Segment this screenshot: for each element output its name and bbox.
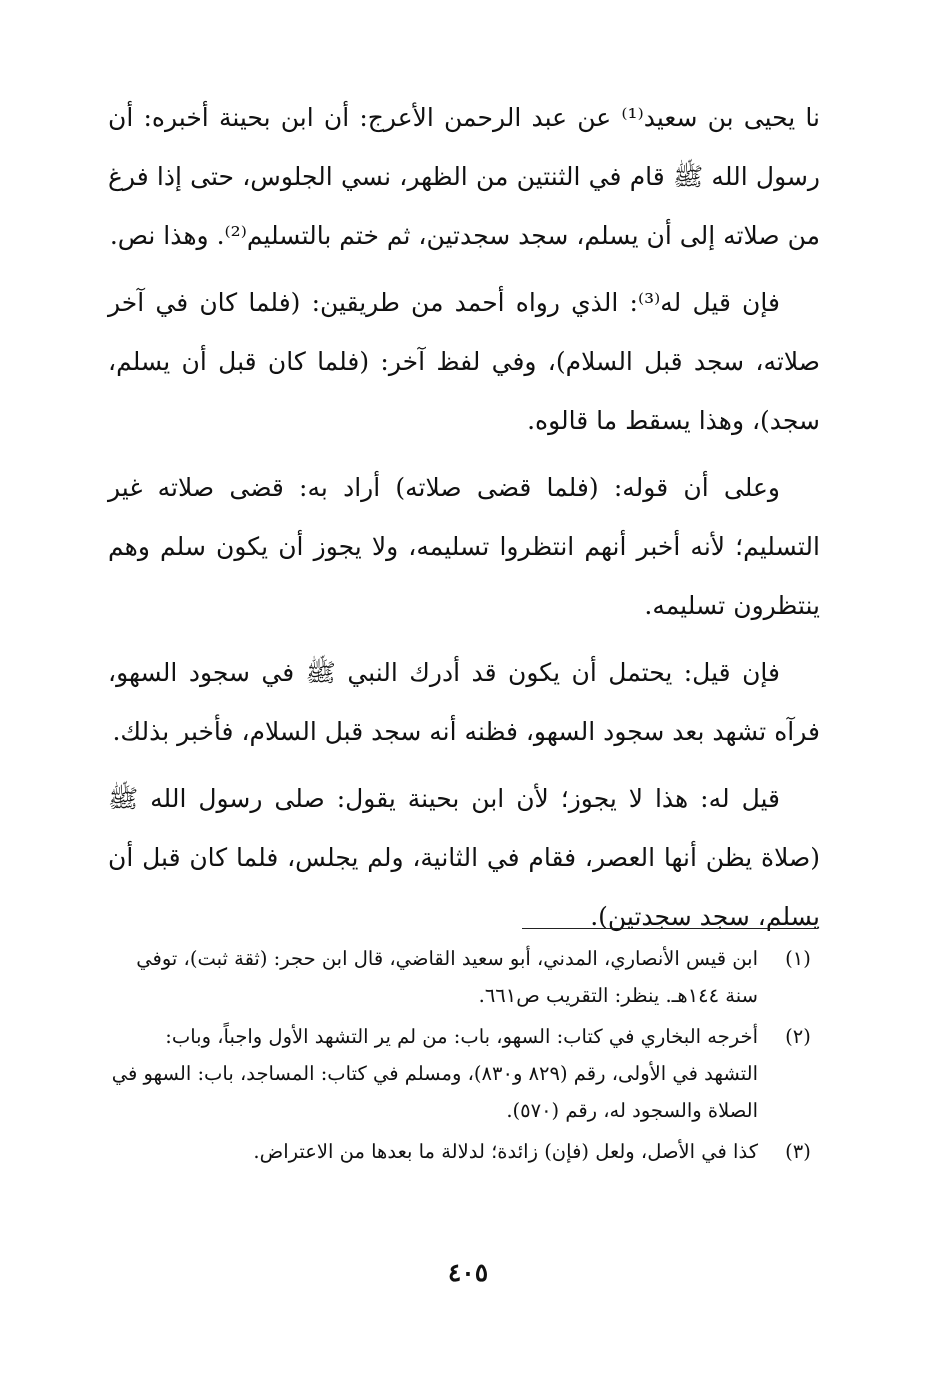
footnote-3 (108, 1133, 820, 1170)
footnote-number: (٢) (785, 1025, 811, 1048)
paragraph-5: قيل له: هذا لا يجوز؛ لأن ابن بحينة يقول: صلى رسول الله ﷺ (صلاة يظن أنها العصر، فقام في الثانية، ولم يجلس، فلما كان قبل أن يسلم، سجد سجدتين). (108, 784, 820, 931)
footnote-number: (٣) (785, 1140, 811, 1163)
main-text (108, 88, 820, 954)
paragraph-4: فإن قيل: يحتمل أن يكون قد أدرك النبي ﷺ في سجود السهو، فرآه تشهد بعد سجود السهو، فظنه أنه سجد قبل السلام، فأخبر بذلك. (108, 658, 820, 746)
footnote-text: ابن قيس الأنصاري، المدني، أبو سعيد القاضي، قال ابن حجر: (ثقة ثبت)، توفي سنة ١٤٤هـ. ينظر: التقريب ص٦٦١. (136, 947, 758, 1007)
paragraph-3: وعلى أن قوله: (فلما قضى صلاته) أراد به: قضى صلاته غير التسليم؛ لأنه أخبر أنهم انتظروا تسليمه، ولا يجوز أن يكون سلم وهم ينتظرون تسليمه. (108, 473, 820, 620)
footnote-text: أخرجه البخاري في كتاب: السهو، باب: من لم ير التشهد الأول واجباً، وباب: التشهد في الأولى، رقم (٨٢٩ و٨٣٠)، ومسلم في كتاب: المساجد، باب: السهو في الصلاة والسجود له، رقم (٥٧٠). (111, 1025, 758, 1122)
paragraph-1: نا يحيى بن سعيد⁽¹⁾ عن عبد الرحمن الأعرج: أن ابن بحينة أخبره: أن رسول الله ﷺ قام في الثنتين من الظهر، نسي الجلوس، حتى إذا فرغ من صلاته إلى أن يسلم، سجد سجدتين، ثم ختم بالتسليم⁽²⁾. وهذا نص. (108, 103, 821, 250)
footnote-separator (522, 928, 818, 929)
footnote-1 (108, 940, 820, 1014)
footnote-2 (108, 1018, 820, 1129)
footnote-text: كذا في الأصل، ولعل (فإن) زائدة؛ لدلالة ما بعدها من الاعتراض. (253, 1140, 758, 1163)
footnotes (108, 940, 820, 1174)
page-number: ٤٠٥ (447, 1258, 489, 1287)
footnote-number: (١) (785, 947, 811, 970)
paragraph-2: فإن قيل له⁽³⁾: الذي رواه أحمد من طريقين: (فلما كان في آخر صلاته، سجد قبل السلام)، وفي لفظ آخر: (فلما كان قبل أن يسلم، سجد)، وهذا يسقط ما قالوه. (108, 288, 820, 435)
